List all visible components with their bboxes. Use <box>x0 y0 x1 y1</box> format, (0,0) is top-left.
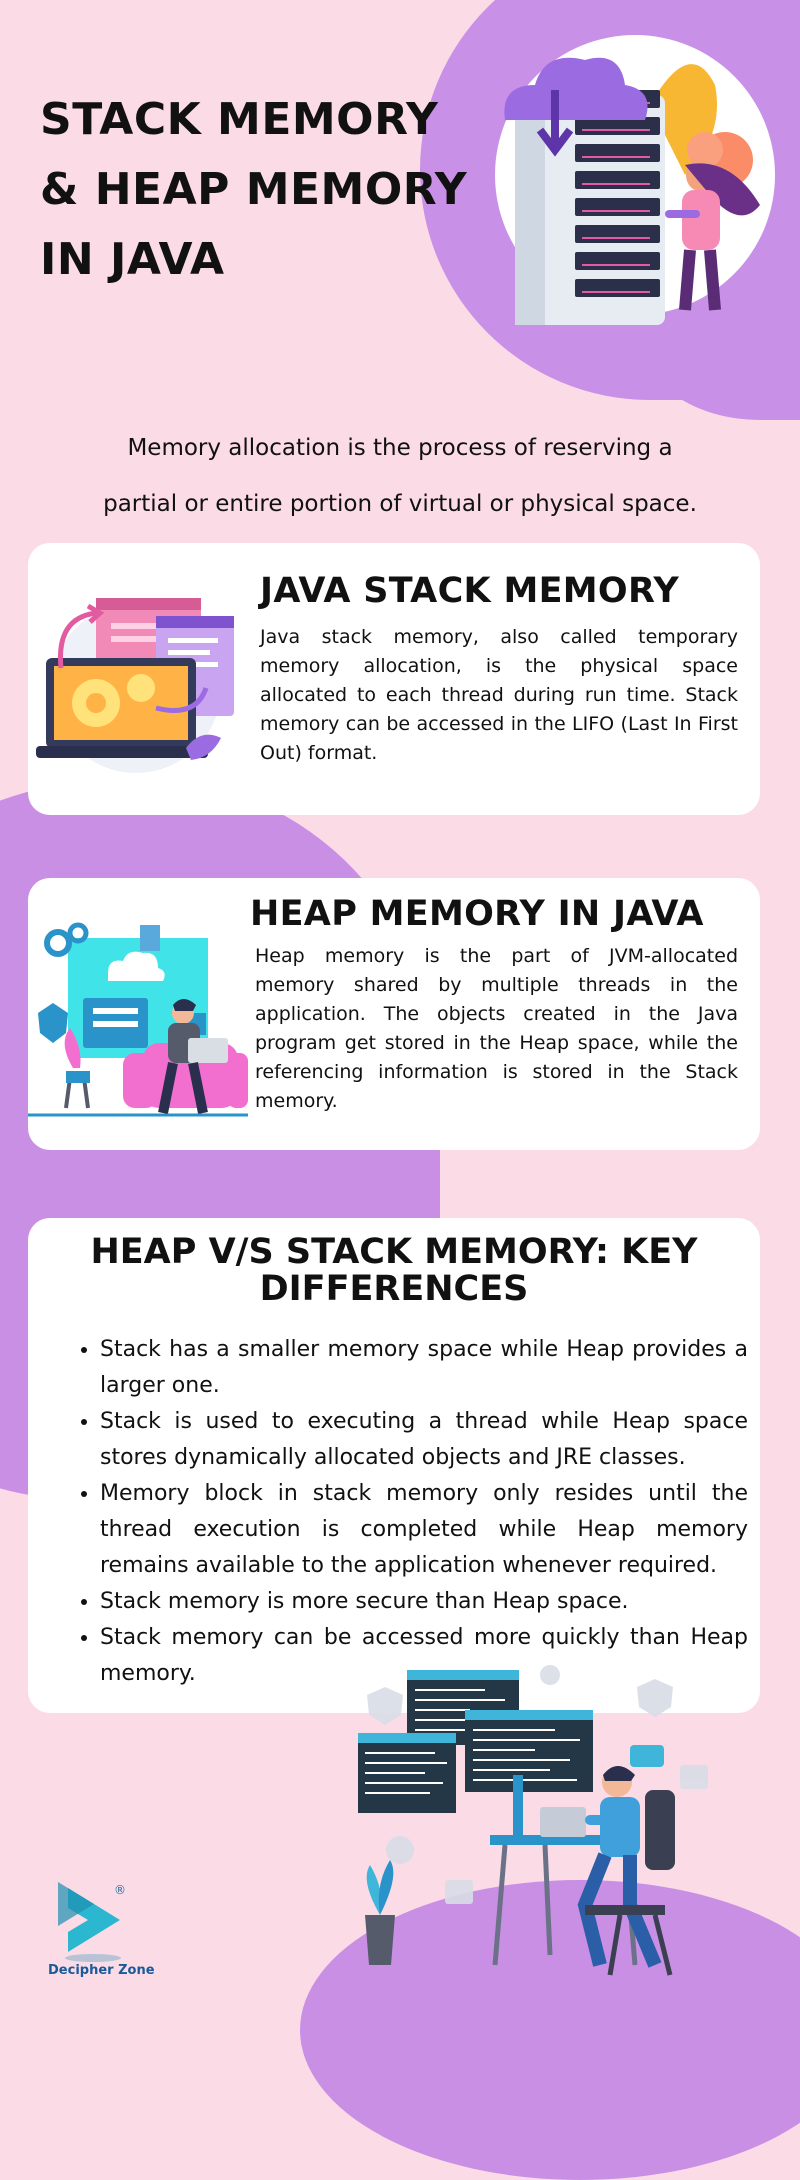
differences-title-line-2: DIFFERENCES <box>259 1269 529 1309</box>
laptop-gears-illustration <box>36 588 236 778</box>
list-item: • Stack has a smaller memory space while Heap provides a larger one. <box>100 1332 748 1404</box>
list-item: • Stack memory can be accessed more quickly than Heap memory. <box>100 1620 748 1692</box>
differences-title-line-1: HEAP V/S STACK MEMORY: KEY <box>90 1232 698 1272</box>
heap-memory-text: Heap memory is the part of JVM-allocated memory shared by multiple threads in the application. The objects created in the Java program get stored in the Heap space, while the referencing information is stored in the Stack memory. <box>255 945 738 1112</box>
heap-memory-card <box>28 878 760 1150</box>
registered-mark: ® <box>114 1883 126 1897</box>
brand-name: Decipher Zone <box>48 1963 155 1978</box>
stack-memory-title: JAVA STACK MEMORY <box>260 571 679 611</box>
differences-list <box>70 1332 748 1692</box>
title-line-3: IN JAVA <box>40 234 225 285</box>
person-sofa-laptop-illustration <box>28 903 248 1128</box>
intro-line-2: partial or entire portion of virtual or physical space. <box>103 491 697 517</box>
list-item: • Stack is used to executing a thread while Heap space stores dynamically allocated objects and JRE classes. <box>100 1404 748 1476</box>
page-title <box>40 85 470 295</box>
heap-memory-title: HEAP MEMORY IN JAVA <box>250 894 704 934</box>
list-item: • Stack memory is more secure than Heap space. <box>100 1584 748 1620</box>
decipher-zone-logo <box>48 1880 148 1962</box>
differences-card <box>28 1218 760 1713</box>
stack-memory-card <box>28 543 760 815</box>
intro-text <box>60 420 740 532</box>
cloud-server-illustration <box>500 45 780 325</box>
title-line-1: STACK MEMORY <box>40 94 439 145</box>
stack-memory-text: Java stack memory, also called temporary memory allocation, is the physical space allocated to each thread during run time. Stack memory can be accessed in the LIFO (Last In First Out) format. <box>260 626 738 764</box>
intro-line-1: Memory allocation is the process of reserving a <box>127 435 673 461</box>
differences-title <box>28 1234 760 1308</box>
developer-desk-illustration <box>355 1665 740 1995</box>
title-line-2: & HEAP MEMORY <box>40 164 468 215</box>
list-item: • Memory block in stack memory only resides until the thread execution is completed while Heap memory remains available to the application whenever required. <box>100 1476 748 1584</box>
